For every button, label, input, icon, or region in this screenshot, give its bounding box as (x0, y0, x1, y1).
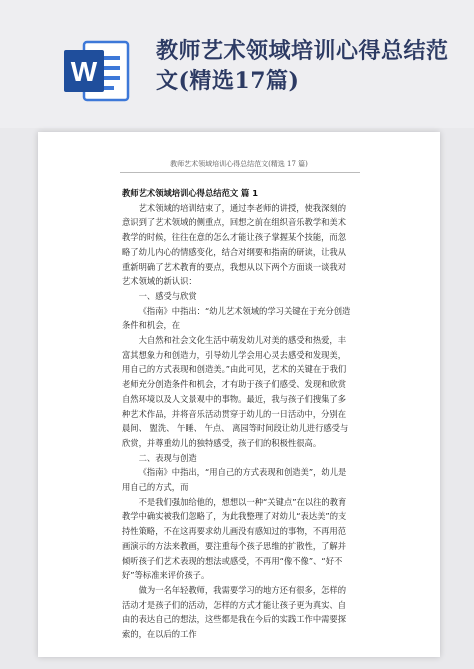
document-title: 教师艺术领域培训心得总结范文(精选17篇) (156, 38, 449, 94)
paragraph: 不是我们强加给他的，想想以一种“关键点”在以往的教育教学中确实被我们忽略了，为此我整理了对幼儿“表达美”的支持性策略，不在这再要求幼儿画没有感知过的事物，不再用范画演示的方法来教画，要注重每个孩子思维的扩散性，了解并倾听孩子们艺术表现的想法或感受，不再用“像不像”、“好不好”等标准来评价孩子。 (122, 496, 347, 581)
subheading: 一、感受与欣赏 (138, 290, 197, 301)
document-page (38, 132, 440, 657)
paragraph: 《指南》中指出，“用自己的方式表现和创造美”，幼儿是用自己的方式，而 (122, 467, 347, 493)
running-header: 教师艺术领域培训心得总结范文(精选 17 篇) (170, 160, 308, 168)
svg-text:W: W (70, 56, 98, 87)
word-document-icon (62, 36, 132, 106)
paragraph: 大自然和社会文化生活中萌发幼儿对美的感受和热爱，丰富其想象力和创造力，引导幼儿学会用心灵去感受和发现美，用自己的方式表现和创造美。”由此可见，艺术的关键在于我们老师充分创造条件和机会，才有助于孩子们感受、发现和欣赏自然环境以及人文景观中的事物。最近，我与孩子们搜集了多种艺术作品，并将音乐活动贯穿于幼儿的一日活动中，分别在晨间、 盥洗、 午睡、 午点、 离园等时间段让幼儿进行感受与欣赏，并尊重幼儿的独特感受，孩子们的积极性很高。 (122, 335, 349, 448)
header-divider (120, 172, 360, 173)
paragraph: 艺术领域的培训结束了，通过李老师的讲授，使我深刻的意识到了艺术领域的侧重点，回想之前在组织音乐教学和美术教学的时候，往往在意的怎么才能让孩子掌握某个技能，而忽略了幼儿内心的情感变化，结合对纲要和指南的研读，让我从重新明确了艺术教育的要点，我想从以下两个方面谈一谈我对艺术领域的新认识： (122, 202, 347, 287)
paragraph: 《指南》中指出：“幼儿艺术领域的学习关键在于充分创造条件和机会，在 (122, 305, 351, 331)
paragraph: 做为一名年轻教师，我需要学习的地方还有很多，怎样的活动才是孩子们的活动，怎样的方式才能让孩子更为真实、自由的表达自己的想法，这些都是我在今后的实践工作中需要探索的，在以后的工作 (122, 584, 347, 640)
document-body (122, 186, 354, 642)
section-heading: 教师艺术领域培训心得总结范文 篇 1 (122, 188, 259, 198)
banner (0, 0, 474, 128)
subheading: 二、表现与创造 (138, 452, 197, 463)
